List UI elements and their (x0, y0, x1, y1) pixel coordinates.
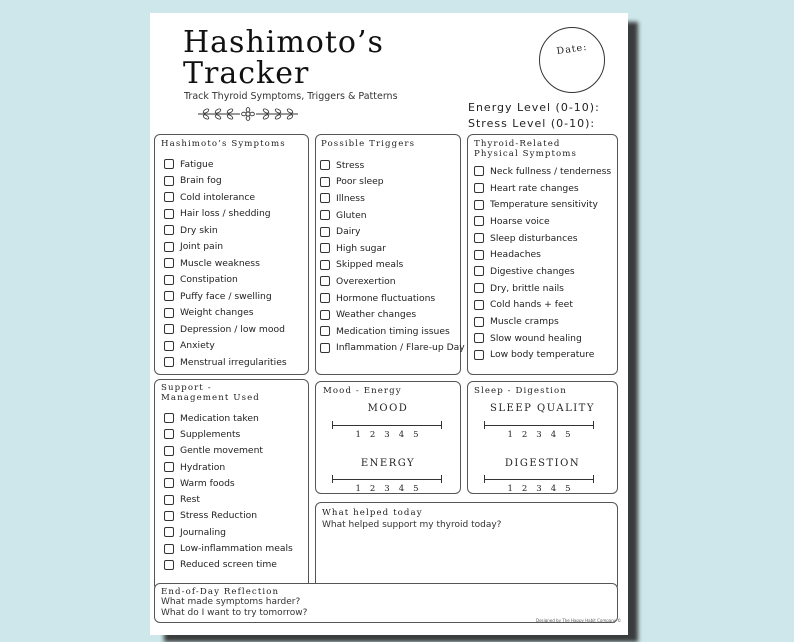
checklist-item[interactable] (320, 174, 460, 191)
checklist-item[interactable] (320, 290, 460, 307)
checkbox[interactable] (474, 317, 484, 327)
checklist-item-label: Supplements (180, 428, 241, 440)
checkbox[interactable] (164, 242, 174, 252)
mood-energy-box (315, 381, 461, 494)
checkbox[interactable] (320, 293, 330, 303)
checkbox[interactable] (164, 291, 174, 301)
checklist-item-label: Brain fog (180, 175, 222, 187)
digestion-label: DIGESTION (504, 458, 581, 469)
checkbox[interactable] (320, 210, 330, 220)
checklist-item[interactable] (320, 306, 460, 323)
checkbox[interactable] (320, 160, 330, 170)
checklist-item[interactable] (474, 230, 617, 247)
checkbox[interactable] (164, 225, 174, 235)
checklist-item[interactable] (474, 263, 617, 280)
physical-heading (474, 139, 617, 159)
checklist-item-label: Inflammation / Flare-up Day (336, 342, 465, 354)
checklist-item[interactable] (164, 557, 308, 573)
checklist-item[interactable] (320, 240, 460, 257)
checkbox[interactable] (164, 527, 174, 537)
symptoms-list (164, 156, 308, 371)
energy-level-field[interactable]: Energy Level (0-10): (468, 101, 600, 114)
checkbox[interactable] (474, 183, 484, 193)
digestion-scale-numbers: 1 2 3 4 5 (507, 484, 571, 494)
mood-energy-heading: Mood - Energy (323, 386, 402, 396)
checklist-item[interactable] (164, 272, 308, 289)
checklist-item[interactable] (320, 323, 460, 340)
checkbox[interactable] (164, 275, 174, 285)
checklist-item[interactable] (320, 190, 460, 207)
physical-list (474, 163, 617, 363)
sleep-digestion-heading: Sleep - Digestion (474, 386, 567, 396)
checklist-item[interactable] (164, 410, 308, 426)
checklist-item-label: Hydration (180, 461, 226, 473)
checkbox[interactable] (474, 233, 484, 243)
what-helped-heading: What helped today (322, 508, 423, 518)
checklist-item-label: Weather changes (336, 309, 417, 321)
checklist-item[interactable] (164, 540, 308, 556)
checklist-item[interactable] (164, 255, 308, 272)
checkbox[interactable] (164, 560, 174, 570)
checklist-item-label: Fatigue (180, 158, 214, 170)
checkbox[interactable] (164, 429, 174, 439)
checklist-item-label: Medication timing issues (336, 325, 450, 337)
sleep-quality-label: SLEEP QUALITY (490, 403, 595, 414)
checkbox[interactable] (474, 300, 484, 310)
title-line-1: Hashimoto’s (183, 25, 384, 60)
checklist-item[interactable] (474, 196, 617, 213)
checklist-item[interactable] (164, 239, 308, 256)
date-field[interactable] (539, 27, 605, 93)
checklist-item-label: Hormone fluctuations (336, 292, 436, 304)
checklist-item-label: Digestive changes (490, 265, 575, 277)
checklist-item[interactable] (474, 347, 617, 364)
checklist-item[interactable] (320, 273, 460, 290)
stress-level-field[interactable]: Stress Level (0-10): (468, 117, 596, 130)
checklist-item[interactable] (164, 491, 308, 507)
checklist-item[interactable] (320, 157, 460, 174)
designer-credit: Designed by The Happy Habit Company © (536, 618, 622, 623)
checkbox[interactable] (474, 283, 484, 293)
checkbox[interactable] (474, 266, 484, 276)
checkbox[interactable] (474, 333, 484, 343)
checkbox[interactable] (474, 350, 484, 360)
checklist-item[interactable] (164, 459, 308, 475)
checkbox[interactable] (164, 159, 174, 169)
checklist-item[interactable] (164, 156, 308, 173)
checkbox[interactable] (164, 462, 174, 472)
what-helped-box[interactable] (315, 502, 618, 591)
checkbox[interactable] (164, 324, 174, 334)
checkbox[interactable] (474, 200, 484, 210)
checklist-item[interactable] (474, 180, 617, 197)
triggers-heading: Possible Triggers (321, 139, 416, 149)
checkbox[interactable] (320, 260, 330, 270)
checklist-item-label: Illness (336, 192, 365, 204)
checklist-item[interactable] (164, 206, 308, 223)
reflection-question-2: What do I want to try tomorrow? (161, 607, 308, 618)
energy-scale-numbers: 1 2 3 4 5 (355, 484, 419, 494)
checklist-item[interactable] (164, 173, 308, 190)
checklist-item-label: Stress (336, 159, 365, 171)
checklist-item[interactable] (164, 426, 308, 442)
checklist-item-label: Medication taken (180, 412, 259, 424)
checklist-item[interactable] (164, 508, 308, 524)
checklist-item[interactable] (320, 257, 460, 274)
checkbox[interactable] (164, 258, 174, 268)
support-box (154, 379, 309, 591)
checklist-item-label: Low-inflammation meals (180, 543, 293, 555)
physical-heading-line-1: Thyroid-Related (474, 139, 561, 149)
checklist-item[interactable] (474, 163, 617, 180)
checkbox[interactable] (164, 544, 174, 554)
checkbox[interactable] (320, 227, 330, 237)
checkbox[interactable] (164, 495, 174, 505)
page-subtitle: Track Thyroid Symptoms, Triggers & Patterns (184, 91, 398, 102)
symptoms-heading: Hashimoto’s Symptoms (161, 139, 286, 149)
checklist-item[interactable] (164, 354, 308, 371)
checklist-item[interactable] (164, 321, 308, 338)
checklist-item-label: Slow wound healing (490, 332, 582, 344)
checkbox[interactable] (320, 276, 330, 286)
mood-scale-numbers: 1 2 3 4 5 (355, 430, 419, 440)
checklist-item-label: Dry, brittle nails (490, 282, 564, 294)
checkbox[interactable] (474, 216, 484, 226)
sleep-scale-numbers: 1 2 3 4 5 (507, 430, 571, 440)
checklist-item-label: Joint pain (180, 241, 224, 253)
checklist-item[interactable] (164, 475, 308, 491)
checklist-item[interactable] (164, 189, 308, 206)
checklist-item-label: Temperature sensitivity (490, 199, 598, 211)
checkbox[interactable] (164, 446, 174, 456)
checklist-item[interactable] (474, 213, 617, 230)
checklist-item-label: Gluten (336, 209, 367, 221)
energy-label: ENERGY (360, 458, 416, 469)
checklist-item-label: Dairy (336, 226, 361, 238)
mood-label: MOOD (367, 403, 409, 414)
triggers-list (320, 157, 465, 356)
checklist-item-label: Headaches (490, 249, 541, 261)
checklist-item-label: Weight changes (180, 307, 254, 319)
checkbox[interactable] (164, 357, 174, 367)
triggers-box (315, 134, 465, 375)
checklist-item[interactable] (474, 297, 617, 314)
checklist-item-label: Sleep disturbances (490, 232, 578, 244)
checklist-item[interactable] (164, 524, 308, 540)
reflection-heading: End-of-Day Reflection (161, 587, 280, 597)
checklist-item-label: Rest (180, 494, 201, 506)
checklist-item-label: Gentle movement (180, 445, 264, 457)
support-heading (161, 383, 308, 403)
checklist-item-label: Heart rate changes (490, 182, 579, 194)
checklist-item-label: Skipped meals (336, 259, 404, 271)
floral-divider-icon (196, 107, 300, 121)
support-list (164, 410, 308, 573)
checkbox[interactable] (164, 478, 174, 488)
checklist-item-label: Anxiety (180, 340, 215, 352)
checklist-item-label: High sugar (336, 242, 386, 254)
checkbox[interactable] (164, 341, 174, 351)
reflection-box[interactable] (154, 583, 618, 623)
checklist-item[interactable] (320, 340, 465, 357)
physical-heading-line-2: Physical Symptoms (474, 149, 578, 159)
checklist-item-label: Cold intolerance (180, 191, 256, 203)
checklist-item[interactable] (320, 207, 460, 224)
checklist-item[interactable] (164, 288, 308, 305)
physical-symptoms-box (467, 134, 618, 375)
sleep-digestion-box (467, 381, 618, 494)
tracker-page (150, 13, 628, 635)
checklist-item-label: Poor sleep (336, 176, 384, 188)
checkbox[interactable] (320, 193, 330, 203)
checkbox[interactable] (320, 326, 330, 336)
checklist-item-label: Stress Reduction (180, 510, 258, 522)
checklist-item-label: Muscle weakness (180, 257, 260, 269)
checklist-item[interactable] (474, 313, 617, 330)
checkbox[interactable] (474, 166, 484, 176)
checklist-item-label: Hair loss / shedding (180, 208, 271, 220)
checkbox[interactable] (320, 310, 330, 320)
checklist-item[interactable] (474, 330, 617, 347)
checklist-item-label: Muscle cramps (490, 316, 559, 328)
checklist-item[interactable] (320, 223, 460, 240)
checklist-item-label: Warm foods (180, 477, 235, 489)
checklist-item-label: Puffy face / swelling (180, 290, 272, 302)
checkbox[interactable] (164, 176, 174, 186)
checklist-item-label: Constipation (180, 274, 238, 286)
checkbox[interactable] (320, 177, 330, 187)
checkbox[interactable] (320, 343, 330, 353)
level-fields (468, 100, 600, 132)
checklist-item-label: Low body temperature (490, 349, 595, 361)
checklist-item-label: Reduced screen time (180, 559, 277, 571)
checklist-item[interactable] (164, 338, 308, 355)
checklist-item-label: Depression / low mood (180, 323, 285, 335)
checklist-item-label: Cold hands + feet (490, 299, 573, 311)
checklist-item[interactable] (164, 222, 308, 239)
checklist-item[interactable] (474, 280, 617, 297)
checklist-item-label: Overexertion (336, 275, 396, 287)
checkbox[interactable] (164, 413, 174, 423)
checklist-item[interactable] (164, 305, 308, 322)
page-title (183, 27, 384, 89)
checklist-item-label: Neck fullness / tenderness (490, 165, 612, 177)
reflection-question-1: What made symptoms harder? (161, 597, 301, 607)
checkbox[interactable] (164, 511, 174, 521)
checkbox[interactable] (320, 243, 330, 253)
checklist-item[interactable] (474, 246, 617, 263)
what-helped-prompt: What helped support my thyroid today? (322, 520, 502, 530)
checklist-item-label: Hoarse voice (490, 215, 550, 227)
checkbox[interactable] (164, 308, 174, 318)
support-heading-line-1: Support - (161, 383, 212, 393)
checklist-item-label: Menstrual irregularities (180, 356, 287, 368)
checklist-item-label: Journaling (180, 526, 226, 538)
symptoms-box (154, 134, 309, 375)
date-label: Date: (555, 41, 589, 58)
title-line-2: Tracker (183, 56, 310, 91)
checkbox[interactable] (474, 250, 484, 260)
checklist-item-label: Dry skin (180, 224, 218, 236)
checkbox[interactable] (164, 209, 174, 219)
checkbox[interactable] (164, 192, 174, 202)
support-heading-line-2: Management Used (161, 393, 260, 403)
checklist-item[interactable] (164, 443, 308, 459)
